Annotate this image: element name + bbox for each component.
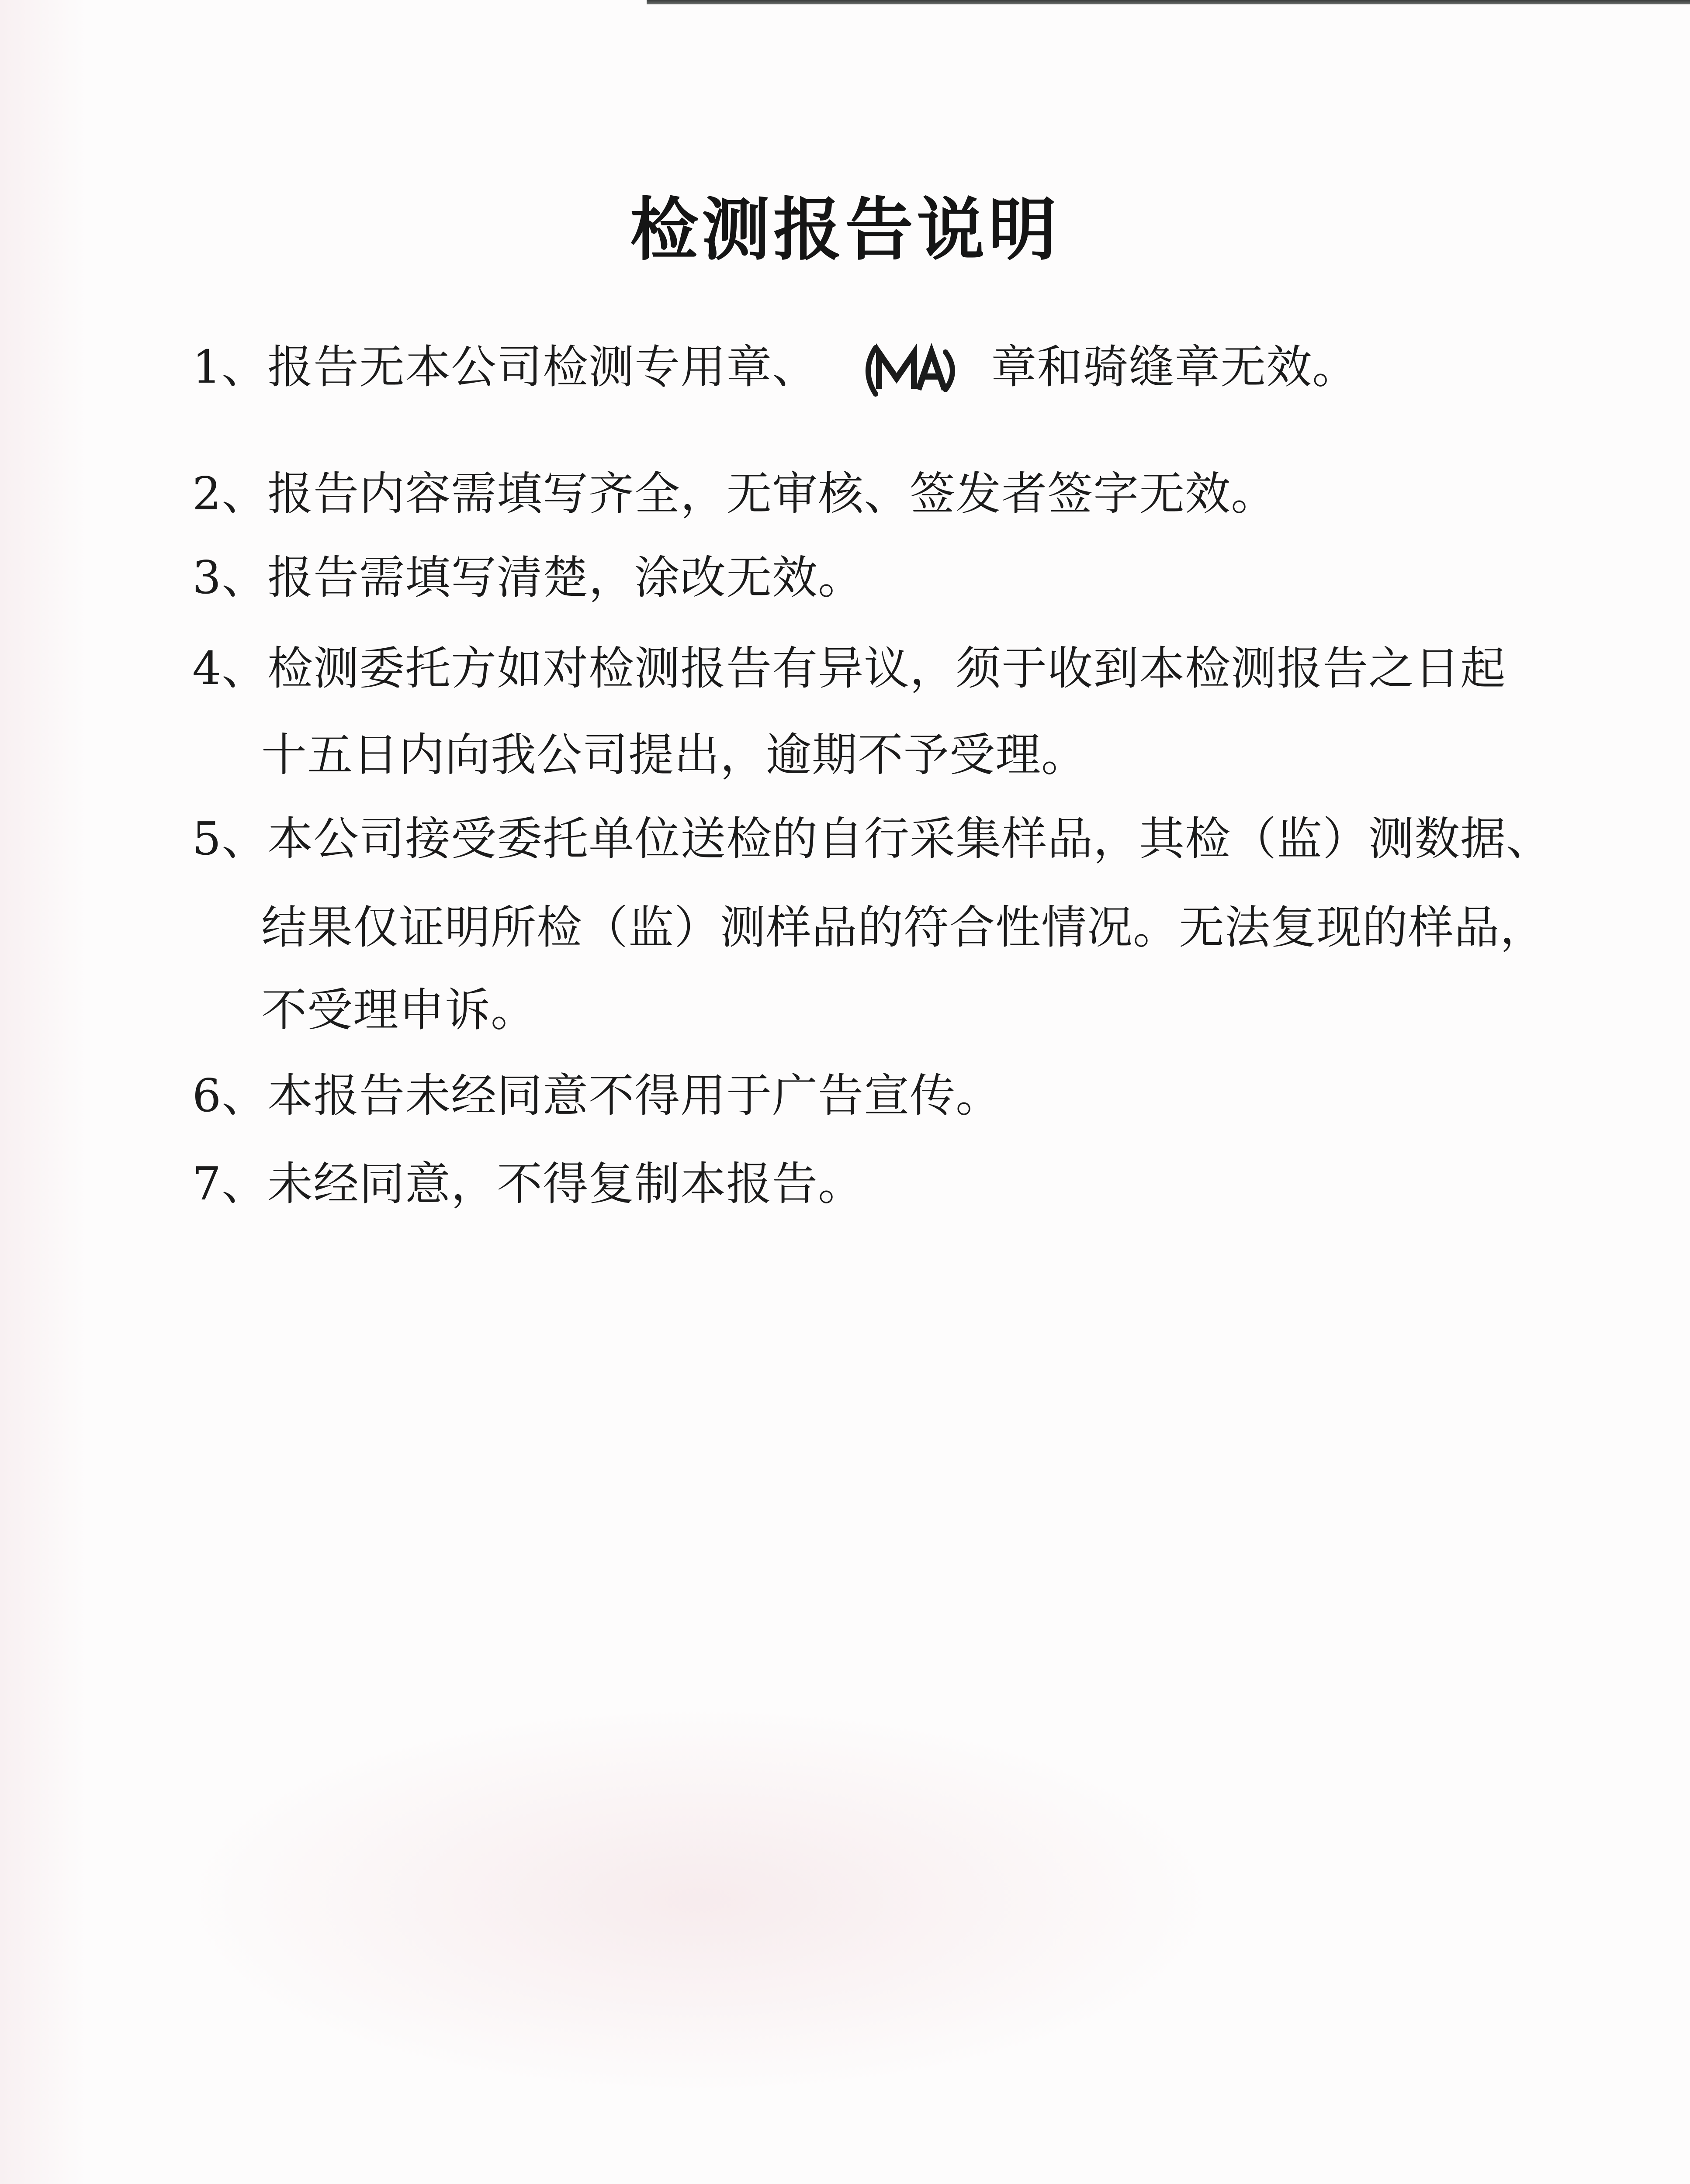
- list-item-5-continuation: [261, 984, 537, 1036]
- list-item-1: [192, 341, 1358, 398]
- scan-edge: [647, 0, 1690, 4]
- item-text: 报告无本公司检测专用章、: [267, 340, 818, 394]
- list-item-6: [192, 1069, 1001, 1122]
- list-item-2: [192, 467, 1277, 520]
- item-text: 不受理申诉。: [261, 983, 537, 1037]
- item-number: 1、: [192, 340, 268, 394]
- bleed-through-stain: [175, 1704, 1223, 2097]
- item-text: 报告需填写清楚，涂改无效。: [267, 551, 864, 604]
- list-item-7: [192, 1158, 864, 1210]
- item-text: 十五日内向我公司提出，逾期不予受理。: [261, 728, 1087, 781]
- item-text: 本报告未经同意不得用于广告宣传。: [267, 1069, 1002, 1122]
- item-text: 本公司接受委托单位送检的自行采集样品，其检（监）测数据、: [267, 812, 1552, 865]
- item-number: 5、: [192, 812, 268, 865]
- item-number: 7、: [192, 1157, 268, 1210]
- item-number: 6、: [192, 1069, 268, 1122]
- cma-mark-icon: [858, 343, 963, 398]
- list-item-3: [192, 551, 864, 604]
- item-text: 检测委托方如对检测报告有异议，须于收到本检测报告之日起: [267, 642, 1506, 695]
- list-item-5-continuation: [261, 901, 1546, 954]
- item-number: 2、: [192, 467, 268, 520]
- list-item-4: [192, 642, 1506, 695]
- item-number: 4、: [192, 642, 268, 695]
- item-text: 结果仅证明所检（监）测样品的符合性情况。无法复现的样品，: [261, 901, 1546, 954]
- item-text: 未经同意，不得复制本报告。: [267, 1157, 864, 1210]
- item-text: 报告内容需填写齐全，无审核、签发者签字无效。: [267, 467, 1277, 520]
- list-item-5: [192, 812, 1552, 865]
- scan-shadow: [0, 0, 87, 2184]
- list-item-4-continuation: [261, 729, 1087, 781]
- item-number: 3、: [192, 551, 268, 604]
- item-text: 章和骑缝章无效。: [991, 340, 1358, 394]
- page-title: 检测报告说明: [630, 190, 1060, 270]
